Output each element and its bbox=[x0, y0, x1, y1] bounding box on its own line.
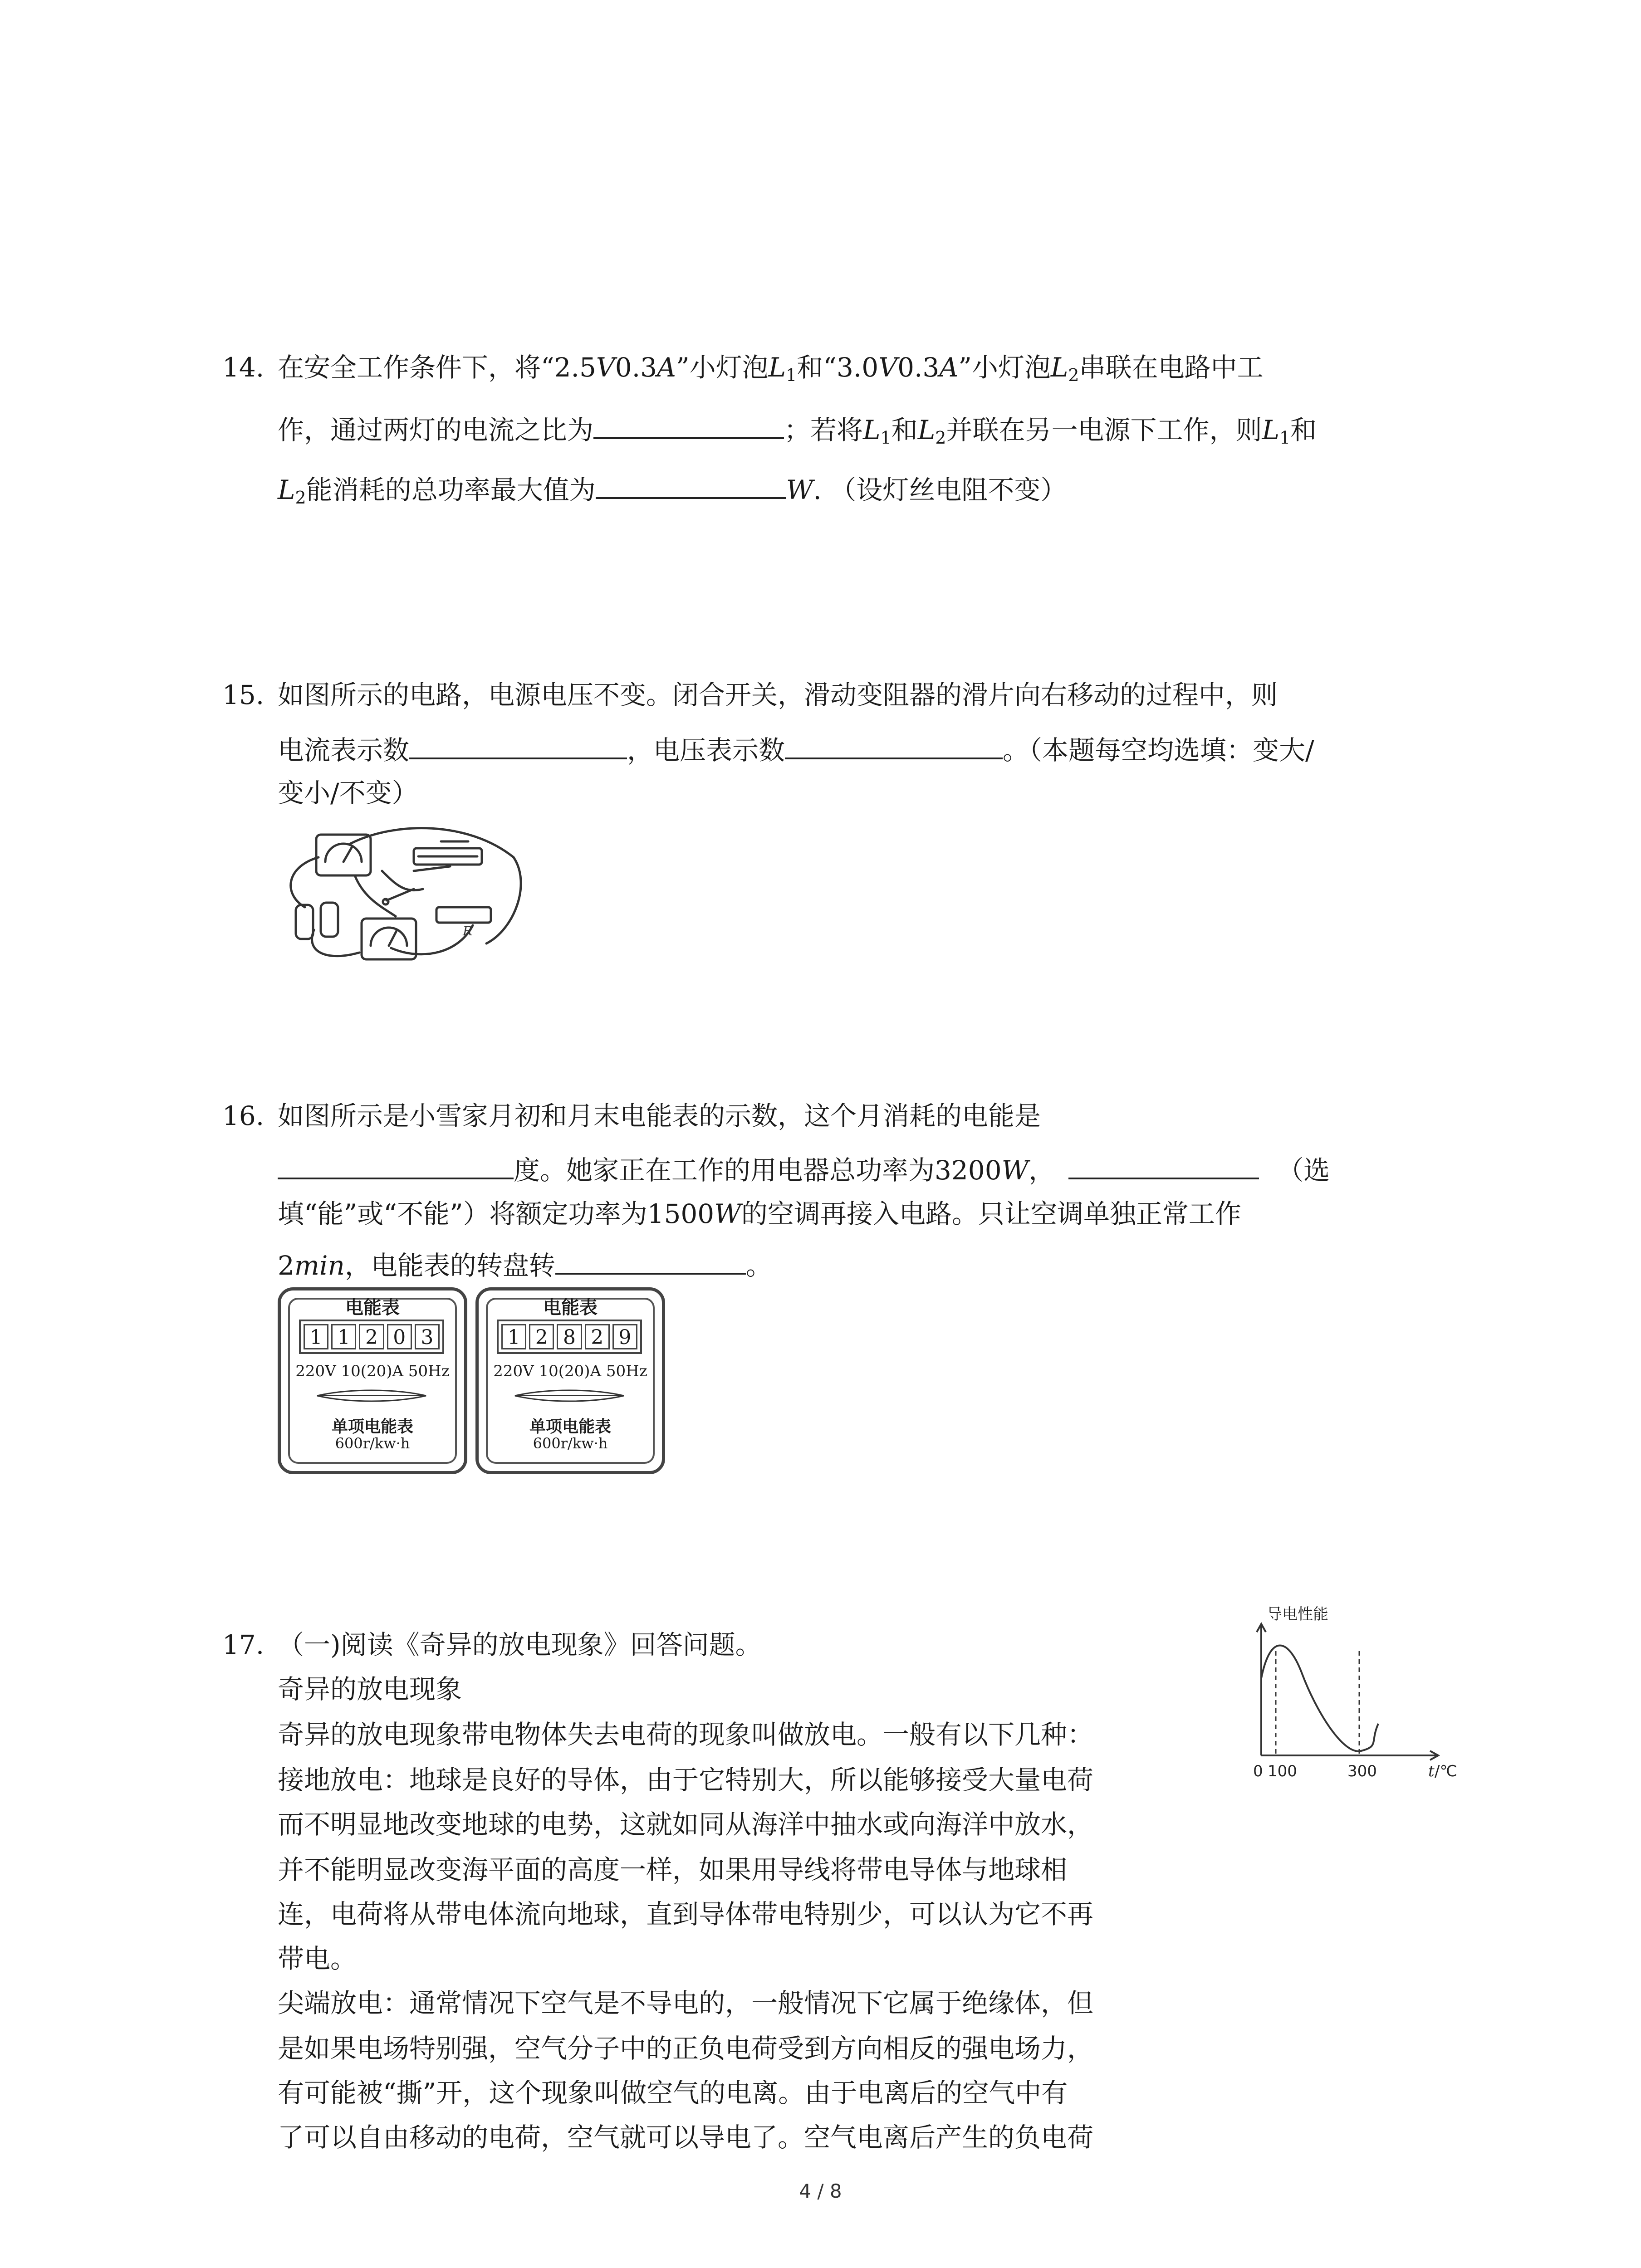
page-number: 4 / 8 bbox=[799, 2180, 842, 2202]
meter-digit: 2 bbox=[359, 1324, 384, 1349]
tick-0: 0 bbox=[1253, 1762, 1263, 1780]
q17-line-11: 有可能被“撕”开，这个现象叫做空气的电离。由于电离后的空气中有 bbox=[278, 2077, 1068, 2108]
q16-number: 16. bbox=[222, 1100, 265, 1131]
energy-meter-start bbox=[278, 1287, 467, 1474]
meter-title: 电能表 bbox=[543, 1297, 598, 1318]
q17-line-6: 并不能明显改变海平面的高度一样，如果用导线将带电导体与地球相 bbox=[278, 1854, 1068, 1885]
conductivity-graph bbox=[1225, 1606, 1470, 1787]
meter-rate: 600r/kw·h bbox=[533, 1435, 608, 1452]
q17-line-4: 接地放电：地球是良好的导体，由于它特别大，所以能够接受大量电荷 bbox=[278, 1765, 1094, 1795]
q16-line-4: 2min，电能表的转盘转 。 bbox=[278, 1247, 772, 1284]
meter-digit: 0 bbox=[387, 1324, 412, 1349]
meter-disc-icon bbox=[313, 1387, 431, 1405]
meter-digit: 1 bbox=[331, 1324, 356, 1349]
circuit-figure bbox=[278, 816, 523, 971]
q16-blank-revolutions[interactable] bbox=[555, 1247, 746, 1275]
q16-blank-energy[interactable] bbox=[278, 1152, 514, 1179]
q17-line-9: 尖端放电：通常情况下空气是不导电的，一般情况下它属于绝缘体，但 bbox=[278, 1988, 1094, 2019]
q14-blank-current-ratio[interactable] bbox=[593, 412, 784, 439]
q15-blank-voltmeter[interactable] bbox=[785, 732, 1003, 759]
q16-blank-can-connect[interactable] bbox=[1068, 1152, 1259, 1179]
q17-number: 17. bbox=[222, 1629, 265, 1660]
meter-reading bbox=[497, 1320, 642, 1354]
q17-line-7: 连，电荷将从带电体流向地球，直到导体带电特别少，可以认为它不再 bbox=[278, 1899, 1094, 1930]
x-axis-label-unit: /℃ bbox=[1435, 1762, 1457, 1780]
y-axis-label: 导电性能 bbox=[1267, 1606, 1328, 1623]
meter-disc-icon bbox=[510, 1387, 628, 1405]
meter-reading bbox=[299, 1320, 444, 1354]
q16-line-2: 度。她家正在工作的用电器总功率为3200W， （选 bbox=[278, 1152, 1330, 1188]
meter-digit: 2 bbox=[585, 1324, 610, 1349]
q14-blank-max-power[interactable] bbox=[596, 472, 786, 499]
meter-digit: 1 bbox=[304, 1324, 328, 1349]
q14-line-1: 在安全工作条件下，将“2.5V0.3A”小灯泡$L_1$和“3.0V0.3A”小灯泡$L_2$串联在电路中工 bbox=[278, 352, 1264, 385]
energy-meter-end bbox=[475, 1287, 665, 1474]
conductivity-curve bbox=[1261, 1646, 1378, 1751]
meter-spec: 220V 10(20)A 50Hz bbox=[493, 1362, 647, 1380]
meter-rate: 600r/kw·h bbox=[335, 1435, 410, 1452]
resistor-label: R bbox=[463, 924, 473, 938]
q15-number: 15. bbox=[222, 679, 265, 710]
q15-line-1: 如图所示的电路，电源电压不变。闭合开关，滑动变阻器的滑片向右移动的过程中，则 bbox=[278, 679, 1278, 710]
q17-line-12: 了可以自由移动的电荷，空气就可以导电了。空气电离后产生的负电荷 bbox=[278, 2122, 1094, 2153]
meter-type: 单项电能表 bbox=[529, 1418, 611, 1436]
meter-digit: 3 bbox=[415, 1324, 440, 1349]
meter-spec: 220V 10(20)A 50Hz bbox=[295, 1362, 450, 1380]
q14-number: 14. bbox=[222, 352, 265, 383]
q16-line-3: 填“能”或“不能”）将额定功率为1500W的空调再接入电路。只让空调单独正常工作 bbox=[278, 1198, 1241, 1229]
q17-line-2: 奇异的放电现象 bbox=[278, 1674, 462, 1705]
meter-title: 电能表 bbox=[345, 1297, 400, 1318]
q17-line-1: （一)阅读《奇异的放电现象》回答问题。 bbox=[278, 1629, 762, 1660]
meter-digit: 8 bbox=[557, 1324, 582, 1349]
meter-digit: 2 bbox=[529, 1324, 554, 1349]
q14-line-3: $L_2$能消耗的总功率最大值为 W. （设灯丝电阻不变） bbox=[278, 472, 1067, 516]
x-axis-label-t: t bbox=[1428, 1762, 1435, 1780]
q17-line-10: 是如果电场特别强，空气分子中的正负电荷受到方向相反的强电场力， bbox=[278, 2033, 1094, 2064]
q17-line-3: 奇异的放电现象带电物体失去电荷的现象叫做放电。一般有以下几种： bbox=[278, 1719, 1094, 1750]
q15-line-3: 变小/不变） bbox=[278, 777, 418, 808]
meter-digit: 1 bbox=[501, 1324, 526, 1349]
tick-100: 100 bbox=[1268, 1762, 1297, 1780]
q15-line-2: 电流表示数 ，电压表示数 。（本题每空均选填：变大/ bbox=[278, 732, 1314, 768]
tick-300: 300 bbox=[1347, 1762, 1377, 1780]
q17-line-5: 而不明显地改变地球的电势，这就如同从海洋中抽水或向海洋中放水， bbox=[278, 1809, 1094, 1840]
meter-digit: 9 bbox=[612, 1324, 637, 1349]
q15-blank-ammeter[interactable] bbox=[409, 732, 627, 759]
q17-line-8: 带电。 bbox=[278, 1943, 357, 1974]
q14-line-2: 作，通过两灯的电流之比为 ；若将$L_1$和$L_2$并联在另一电源下工作，则$L_1$和 bbox=[278, 412, 1317, 456]
q16-line-1: 如图所示是小雪家月初和月末电能表的示数，这个月消耗的电能是 bbox=[278, 1100, 1041, 1131]
meter-type: 单项电能表 bbox=[331, 1418, 413, 1436]
